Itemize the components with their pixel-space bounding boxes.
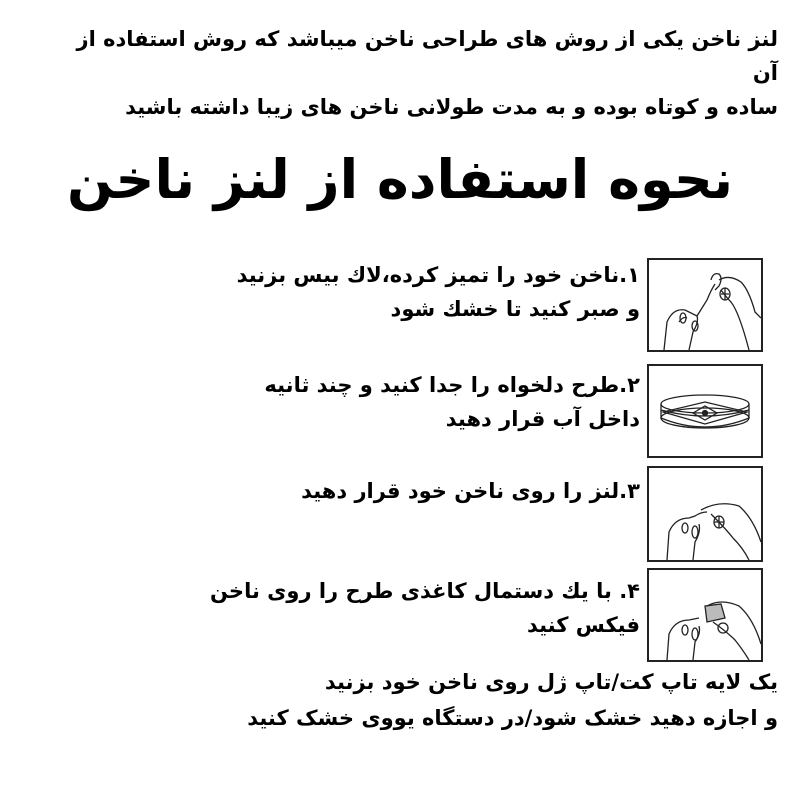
step-4-line-1: ۴. با یك دستمال کاغذی طرح را روی ناخن <box>210 579 640 603</box>
step-1-line-2: و صبر کنید تا خشك شود <box>390 297 640 321</box>
intro-paragraph <box>60 22 778 124</box>
step-2 <box>264 368 640 436</box>
step-4-line-2: فیکس کنید <box>526 613 640 637</box>
hands-placing-lens-icon <box>647 466 763 562</box>
step-1-line-1: ۱.ناخن خود را تمیز کرده،لاك بیس بزنید <box>236 263 640 287</box>
intro-line-1: لنز ناخن یکی از روش های طراحی ناخن میباشد که روش استفاده از آن <box>76 27 778 85</box>
step-3-line-1: ۳.لنز را روی ناخن خود قرار دهید <box>301 479 640 503</box>
intro-line-2: ساده و کوتاه بوده و به مدت طولانی ناخن های زیبا داشته باشید <box>125 95 778 119</box>
step-2-line-1: ۲.طرح دلخواه را جدا کنید و چند ثانیه <box>264 373 640 397</box>
final-line-2: و اجازه دهید خشک شود/در دستگاه یووی خشک کنید <box>247 706 778 730</box>
step-1 <box>237 258 640 326</box>
final-line-1: یک لایه تاپ کت/تاپ ژل روی ناخن خود بزنید <box>324 670 778 694</box>
step-3 <box>301 474 640 508</box>
final-instructions <box>247 664 778 736</box>
page-title: نحوه استفاده از لنز ناخن <box>66 148 734 211</box>
step-2-line-2: داخل آب قرار دهید <box>445 407 640 431</box>
hands-applying-base-coat-icon <box>647 258 763 352</box>
water-dish-icon <box>647 364 763 458</box>
hands-pressing-tissue-icon <box>647 568 763 662</box>
step-4 <box>210 574 640 642</box>
